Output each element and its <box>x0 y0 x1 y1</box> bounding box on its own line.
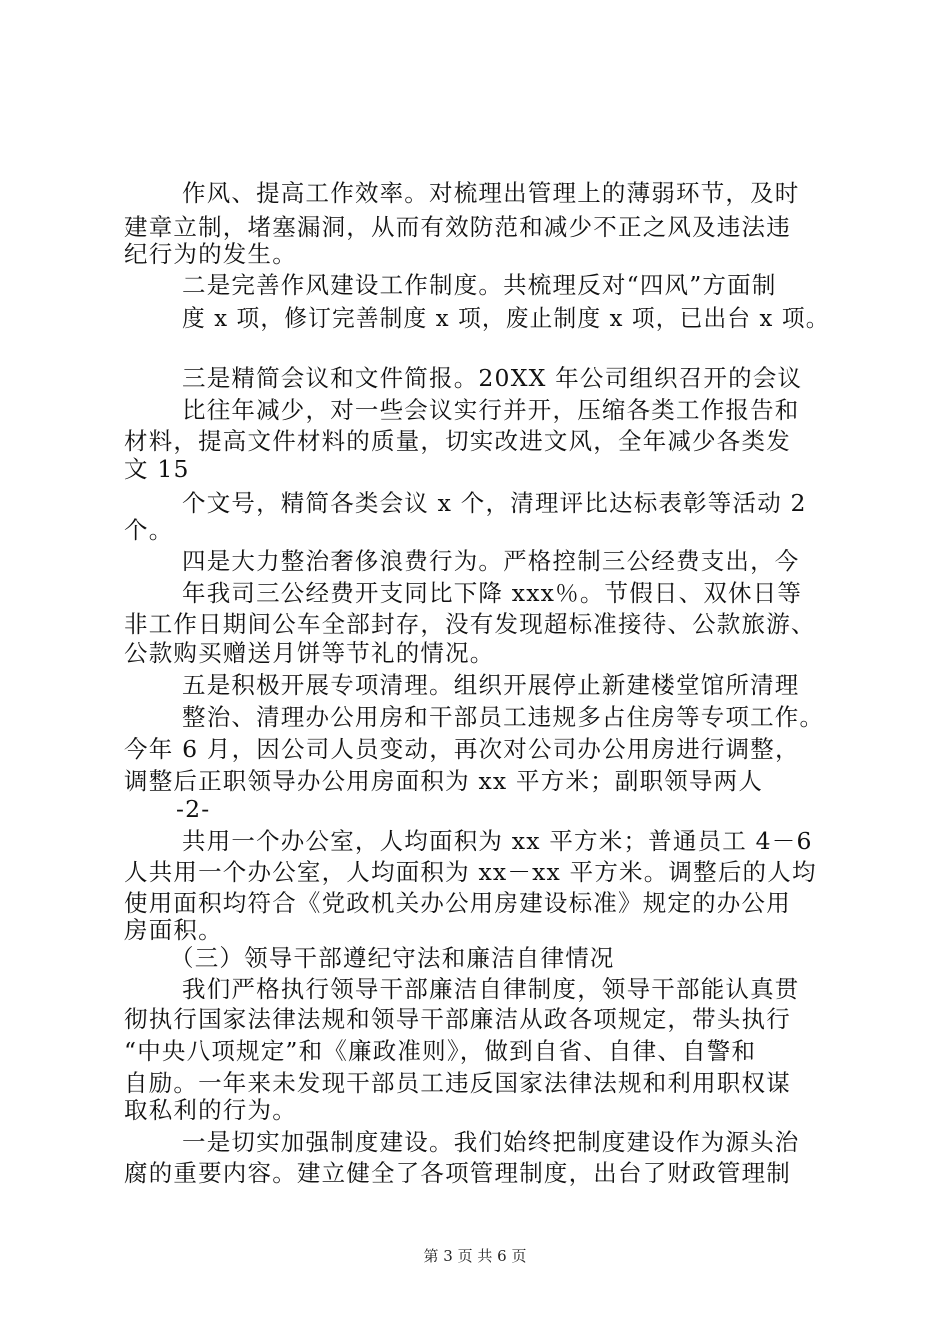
body-line: 自励。一年来未发现干部员工违反国家法律法规和利用职权谋 <box>124 1069 791 1097</box>
body-line: 一是切实加强制度建设。我们始终把制度建设作为源头治 <box>182 1128 800 1156</box>
body-line: 个文号，精简各类会议 x 个，清理评比达标表彰等活动 2 <box>182 489 807 517</box>
body-line: 彻执行国家法律法规和领导干部廉洁从政各项规定，带头执行 <box>124 1005 791 1033</box>
body-line: 四是大力整治奢侈浪费行为。严格控制三公经费支出，今 <box>182 547 800 575</box>
body-line: 调整后正职领导办公用房面积为 xx 平方米；副职领导两人 <box>124 767 764 795</box>
body-line: 比往年减少，对一些会议实行并开，压缩各类工作报告和 <box>182 396 800 424</box>
section-heading: （三）领导干部遵纪守法和廉洁自律情况 <box>170 944 615 972</box>
body-line: 人共用一个办公室，人均面积为 xx－xx 平方米。调整后的人均 <box>124 858 817 886</box>
body-line: 取私利的行为。 <box>124 1096 297 1124</box>
body-line: 三是精简会议和文件简报。20XX 年公司组织召开的会议 <box>182 364 803 392</box>
body-line: 整治、清理办公用房和干部员工违规多占住房等专项工作。 <box>182 703 825 731</box>
body-line: 材料，提高文件材料的质量，切实改进文风，全年减少各类发 <box>124 427 791 455</box>
body-line: 文 15 <box>124 455 190 483</box>
body-line: 纪行为的发生。 <box>124 240 297 268</box>
body-line: 五是积极开展专项清理。组织开展停止新建楼堂馆所清理 <box>182 671 800 699</box>
body-line: 使用面积均符合《党政机关办公用房建设标准》规定的办公用 <box>124 889 791 917</box>
body-line: 作风、提高工作效率。对梳理出管理上的薄弱环节，及时 <box>182 179 800 207</box>
body-line: 我们严格执行领导干部廉洁自律制度，领导干部能认真贯 <box>182 975 800 1003</box>
body-line: 今年 6 月，因公司人员变动，再次对公司办公用房进行调整， <box>124 735 800 763</box>
page-footer: 第 3 页 共 6 页 <box>423 1247 527 1265</box>
body-line: 房面积。 <box>124 916 223 944</box>
body-line: 建章立制，堵塞漏洞，从而有效防范和减少不正之风及违法违 <box>124 213 791 241</box>
body-line: 腐的重要内容。建立健全了各项管理制度，出台了财政管理制 <box>124 1159 791 1187</box>
body-line: 个。 <box>124 516 174 544</box>
body-line: 非工作日期间公车全部封存，没有发现超标准接待、公款旅游、 <box>124 610 816 638</box>
body-line: 二是完善作风建设工作制度。共梳理反对“四风”方面制 <box>182 271 777 299</box>
body-line: 度 x 项，修订完善制度 x 项，废止制度 x 项，已出台 x 项。 <box>182 304 830 332</box>
body-line: 共用一个办公室，人均面积为 xx 平方米；普通员工 4－6 <box>182 827 813 855</box>
body-line: “中央八项规定”和《廉政准则》，做到自省、自律、自警和 <box>124 1037 757 1065</box>
body-line: 年我司三公经费开支同比下降 xxx％。节假日、双休日等 <box>182 579 803 607</box>
page-number-inline: -2- <box>176 795 211 823</box>
body-line: 公款购买赠送月饼等节礼的情况。 <box>124 639 495 667</box>
